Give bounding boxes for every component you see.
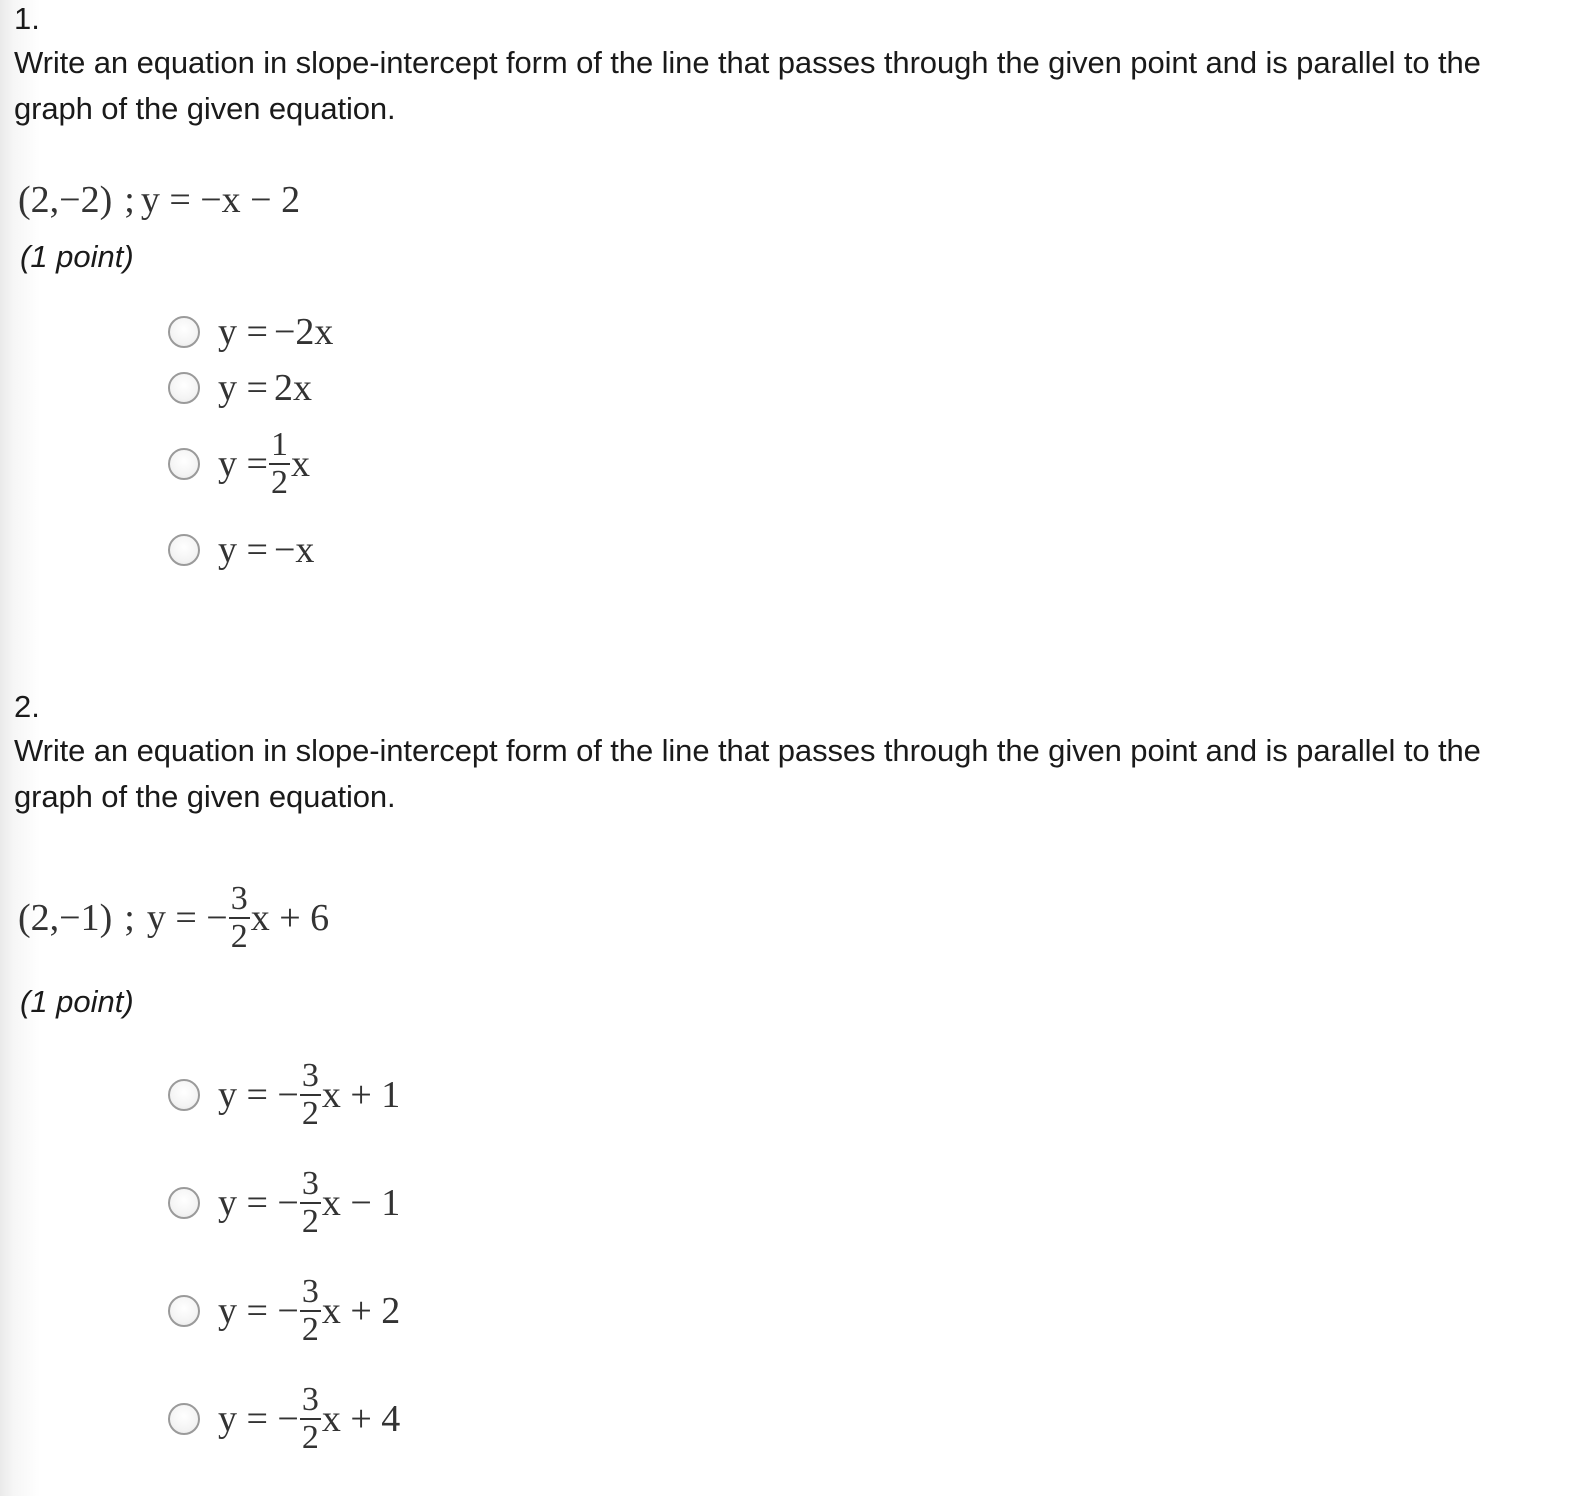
question-number: 2.: [14, 689, 40, 724]
fraction: $\frac{3}{2}$: [301, 1165, 319, 1240]
question-2: [14, 688, 1564, 1456]
given-expression: [18, 175, 300, 225]
answer-option-2d[interactable]: [168, 1382, 400, 1456]
answer-option-2a[interactable]: [168, 1058, 400, 1132]
radio-button[interactable]: [168, 448, 200, 480]
radio-button[interactable]: [168, 1403, 200, 1435]
given-expression: [18, 868, 329, 968]
answer-option-2b[interactable]: [168, 1166, 400, 1240]
question-number: 1.: [14, 1, 40, 36]
given-separator: ;: [124, 179, 135, 221]
radio-button[interactable]: [168, 1187, 200, 1219]
given-equation: y = − $\frac{3}{2}$ x + 6: [146, 880, 330, 955]
points-label: (1 point): [20, 239, 134, 274]
question-text: Write an equation in slope-intercept form of the line that passes through the given point and is parallel to the graph of the given equation.: [14, 733, 1481, 814]
fraction: $\frac{3}{2}$: [301, 1273, 319, 1348]
given-point: (2,−1): [18, 897, 113, 939]
fraction: $\frac{3}{2}$: [301, 1381, 319, 1456]
radio-button[interactable]: [168, 1295, 200, 1327]
given-separator: ;: [124, 897, 135, 939]
answer-option-1b[interactable]: [168, 366, 312, 410]
option-equation: y = 2x: [218, 367, 312, 409]
points-label: (1 point): [20, 984, 134, 1019]
answer-option-1d[interactable]: [168, 528, 314, 572]
radio-button[interactable]: [168, 1079, 200, 1111]
option-equation: y = $\frac{1}{2}$ x: [218, 426, 310, 501]
given-point: (2,−2): [18, 179, 113, 221]
given-equation: y = −x − 2: [140, 179, 301, 221]
fraction: $\frac{1}{2}$: [270, 426, 288, 501]
option-equation: y = −2x: [218, 311, 334, 353]
option-equation: y = −x: [218, 529, 315, 571]
option-equation: y = − $\frac{3}{2}$ x + 4: [218, 1381, 401, 1456]
radio-button[interactable]: [168, 534, 200, 566]
option-equation: y = − $\frac{3}{2}$ x + 2: [218, 1273, 401, 1348]
radio-button[interactable]: [168, 372, 200, 404]
fraction: $\frac{3}{2}$: [230, 880, 248, 955]
question-1: [14, 0, 1564, 571]
option-equation: y = − $\frac{3}{2}$ x − 1: [218, 1165, 401, 1240]
question-text: Write an equation in slope-intercept form of the line that passes through the given point and is parallel to the graph of the given equation.: [14, 45, 1481, 126]
answer-option-1c[interactable]: [168, 427, 310, 501]
answer-option-2c[interactable]: [168, 1274, 400, 1348]
radio-button[interactable]: [168, 316, 200, 348]
fraction: $\frac{3}{2}$: [301, 1057, 319, 1132]
answer-option-1a[interactable]: [168, 310, 333, 354]
option-equation: y = − $\frac{3}{2}$ x + 1: [218, 1057, 401, 1132]
